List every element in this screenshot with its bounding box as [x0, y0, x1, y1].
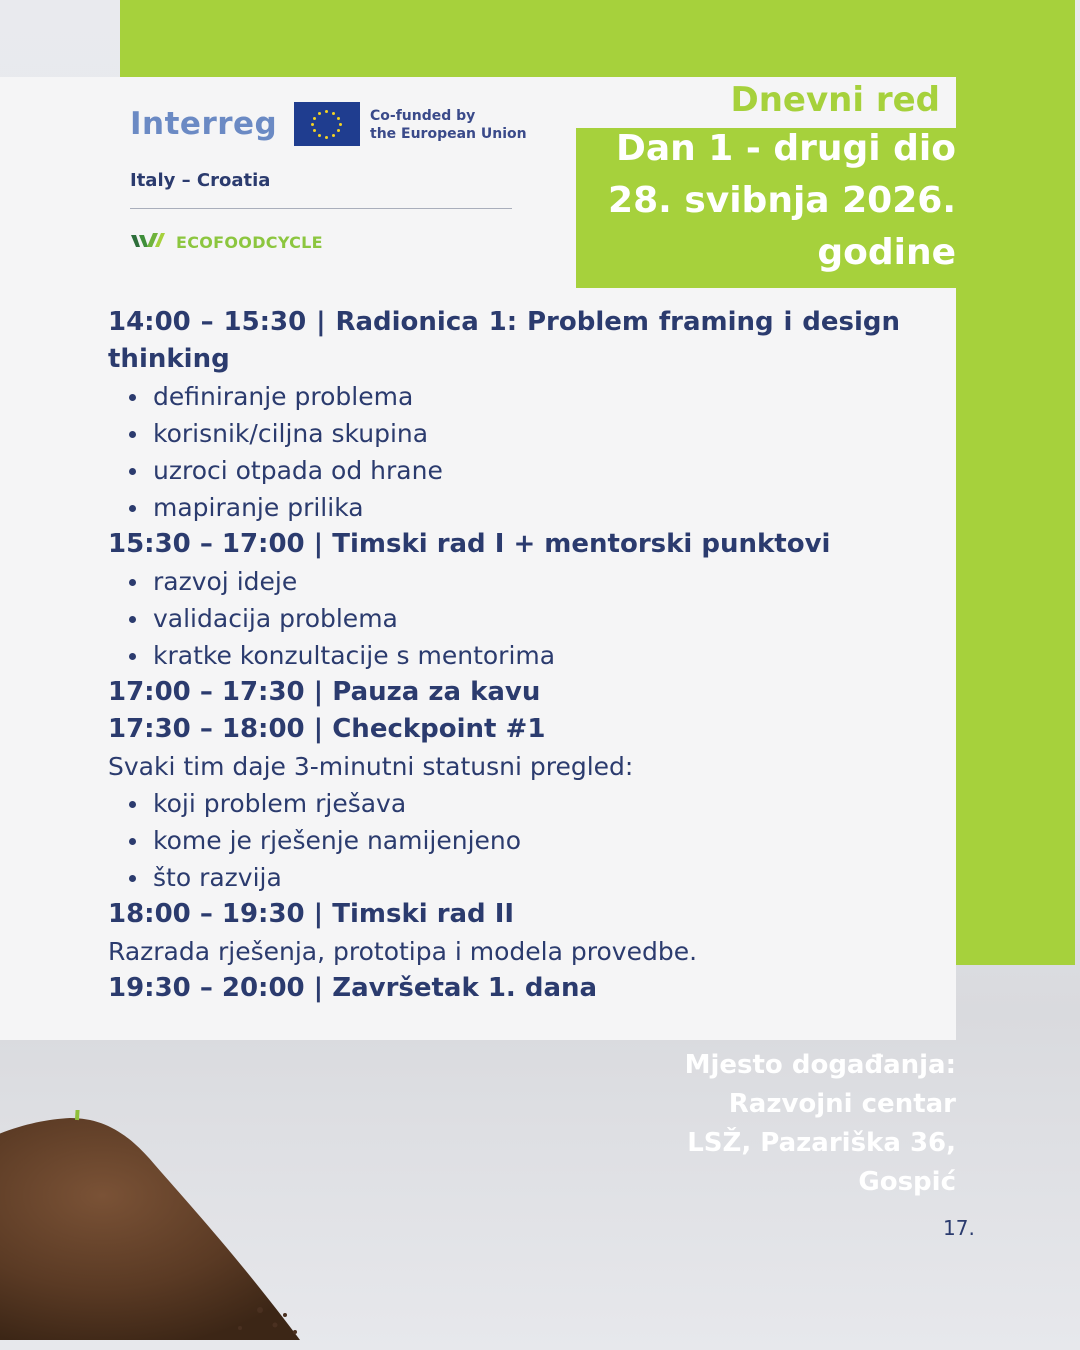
session-5-text: Razrada rješenja, prototipa i modela provedbe.: [108, 937, 698, 966]
session-6-heading: 19:30 – 20:00 | Završetak 1. dana: [108, 973, 598, 1003]
title-kicker-box: [700, 78, 956, 126]
ecofoodcycle-logo-icon: [131, 231, 165, 249]
list-item: definiranje problema: [108, 378, 900, 415]
session-1-heading: 14:00 – 15:30 | Radionica 1: Problem framing i design: [108, 307, 900, 337]
eu-flag-icon: [294, 102, 360, 146]
region-label: Italy – Croatia: [130, 170, 271, 191]
venue-info: Mjesto događanja: Razvojni centar LSŽ, Pazariška 36, Gospić: [684, 1050, 956, 1197]
list-item: mapiranje prilika: [108, 489, 900, 526]
title-line-2: 28. svibnja 2026.: [608, 180, 956, 221]
list-item: koji problem rješava: [108, 785, 900, 822]
session-4-text: Svaki tim daje 3-minutni statusni pregled:: [108, 752, 634, 781]
list-item: korisnik/ciljna skupina: [108, 415, 900, 452]
session-4-heading: 17:30 – 18:00 | Checkpoint #1: [108, 714, 546, 744]
page-number: 17.: [943, 1216, 975, 1240]
sprout-soil-image: [0, 1110, 320, 1340]
list-item: uzroci otpada od hrane: [108, 452, 900, 489]
cofunded-text: Co-funded by the European Union: [370, 108, 527, 142]
title-line-1: Dan 1 - drugi dio: [615, 128, 956, 169]
header-divider: [130, 208, 512, 209]
list-item: što razvija: [108, 859, 900, 896]
session-5-heading: 18:00 – 19:30 | Timski rad II: [108, 899, 515, 929]
list-item: kome je rješenje namijenjeno: [108, 822, 900, 859]
title-line-3: godine: [817, 232, 956, 273]
agenda: [108, 304, 900, 1007]
list-item: razvoj ideje: [108, 563, 900, 600]
list-item: validacija problema: [108, 600, 900, 637]
title-kicker: Dnevni red: [730, 80, 940, 120]
session-1-heading-cont: thinking: [108, 344, 230, 374]
list-item: kratke konzultacije s mentorima: [108, 637, 900, 674]
interreg-logo: Interreg: [130, 106, 278, 142]
title-box: [576, 128, 956, 288]
session-2-heading: 15:30 – 17:00 | Timski rad I + mentorski punktovi: [108, 529, 831, 559]
session-3-heading: 17:00 – 17:30 | Pauza za kavu: [108, 677, 541, 707]
project-name: ECOFOODCYCLE: [176, 233, 323, 252]
